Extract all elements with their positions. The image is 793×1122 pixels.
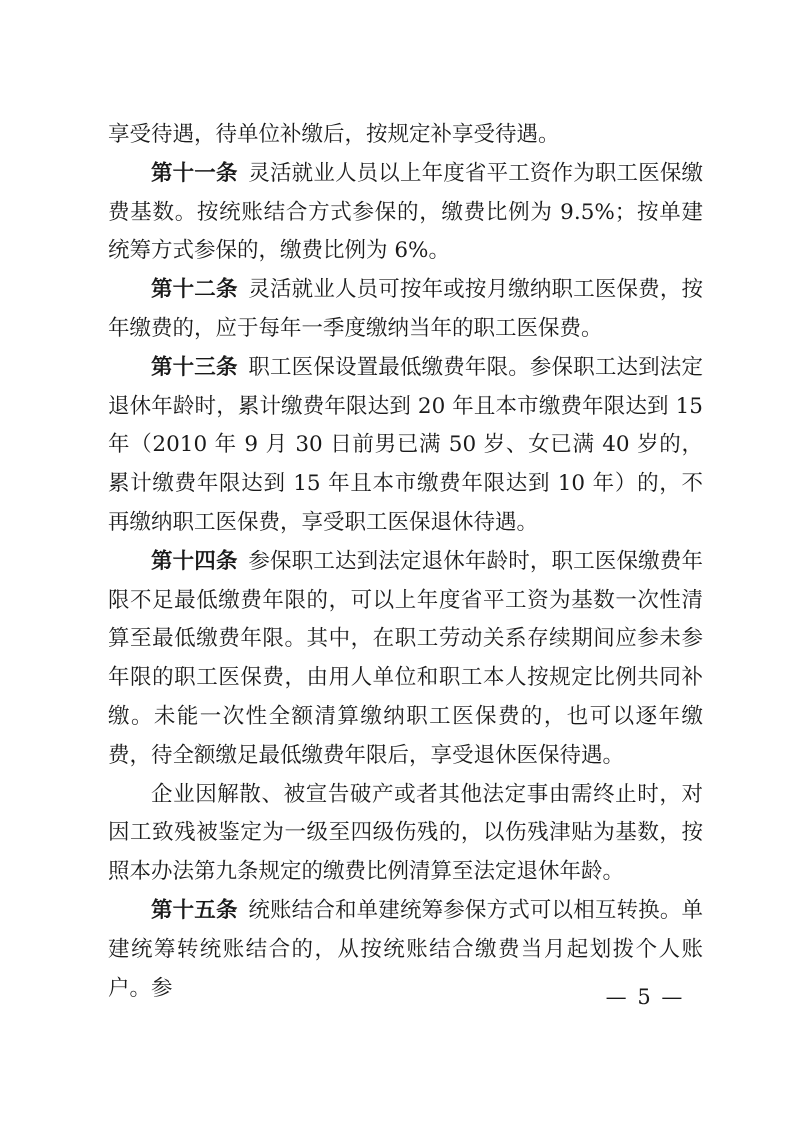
article-number: 第十四条 — [151, 548, 238, 574]
article-number: 第十二条 — [151, 277, 238, 303]
paragraph-article-12 — [108, 271, 703, 349]
paragraph-text: 职工医保设置最低缴费年限。参保职工达到法定退休年龄时，累计缴费年限达到 20 年且本市缴费年限达到 15 年（2010 年 9 月 30 日前男已满 50 岁、女已满 40 岁的，累计缴费年限达到 15 年且本市缴费年限达到 10 年）的，不再缴纳职工医保费，享受职工医保退休待遇。 — [108, 354, 703, 535]
article-number: 第十三条 — [151, 354, 238, 380]
paragraph-text: 享受待遇，待单位补缴后，按规定补享受待遇。 — [108, 122, 560, 147]
page-number: — 5 — — [605, 985, 685, 1009]
article-number: 第十一条 — [151, 160, 238, 186]
body-text — [108, 116, 703, 1008]
paragraph-article-11 — [108, 155, 703, 271]
paragraph-article-14 — [108, 543, 703, 776]
paragraph-text: 企业因解散、被宣告破产或者其他法定事由需终止时，对因工致残被鉴定为一级至四级伤残的，以伤残津贴为基数，按照本办法第九条规定的缴费比例清算至法定退休年龄。 — [108, 781, 703, 885]
paragraph-article-14-clause-2 — [108, 776, 703, 892]
paragraph-continuation — [108, 116, 703, 155]
paragraph-article-13 — [108, 349, 703, 543]
paragraph-text: 统账结合和单建统筹参保方式可以相互转换。单建统筹转统账结合的，从按统账结合缴费当月起划拨个人账户。参 — [108, 897, 703, 1001]
paragraph-text: 灵活就业人员可按年或按月缴纳职工医保费，按年缴费的，应于每年一季度缴纳当年的职工医保费。 — [108, 277, 703, 341]
paragraph-text: 灵活就业人员以上年度省平工资作为职工医保缴费基数。按统账结合方式参保的，缴费比例为 9.5%；按单建统筹方式参保的，缴费比例为 6%。 — [108, 160, 703, 264]
article-number: 第十五条 — [151, 897, 238, 923]
paragraph-text: 参保职工达到法定退休年龄时，职工医保缴费年限不足最低缴费年限的，可以上年度省平工资为基数一次性清算至最低缴费年限。其中，在职工劳动关系存续期间应参未参年限的职工医保费，由用人单位和职工本人按规定比例共同补缴。未能一次性全额清算缴纳职工医保费的，也可以逐年缴费，待全额缴足最低缴费年限后，享受退休医保待遇。 — [108, 548, 703, 768]
